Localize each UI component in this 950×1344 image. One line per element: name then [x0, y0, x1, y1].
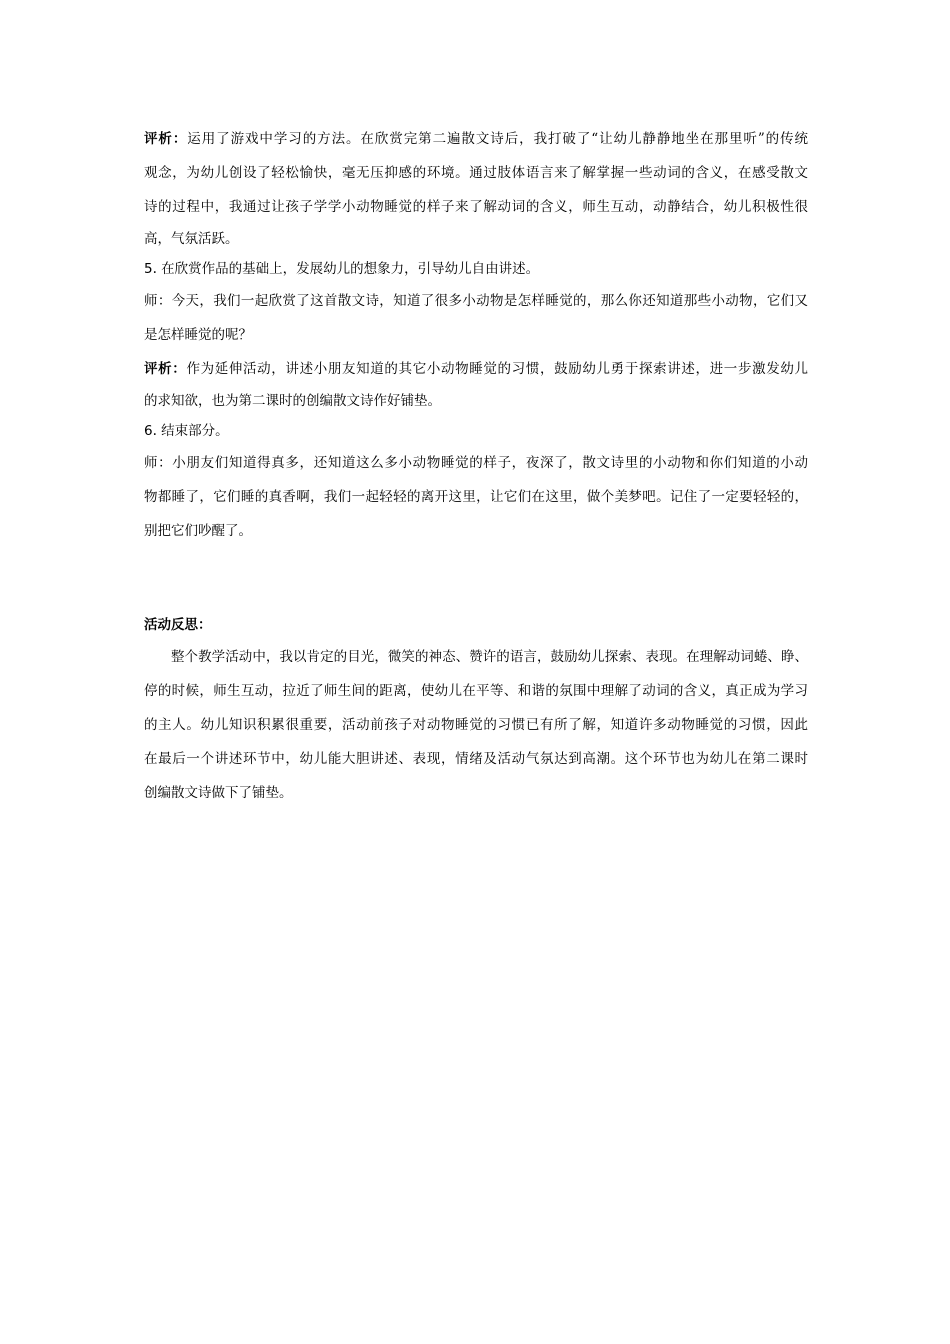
- teacher-paragraph-line: 物都睡了，它们睡的真香啊，我们一起轻轻的离开这里，让它们在这里，做个美梦吧。记住了一定要轻轻的，: [144, 489, 808, 505]
- comment-text: 作为延伸活动，讲述小朋友知道的其它小动物睡觉的习惯，鼓励幼儿勇于探索讲述，进一步激发幼儿: [186, 361, 808, 377]
- reflection-title: 活动反思：: [144, 617, 212, 633]
- step-text: . 结束部分。: [152, 423, 229, 439]
- reflection-paragraph-line: 的主人。幼儿知识积累很重要，活动前孩子对动物睡觉的习惯已有所了解，知道许多动物睡觉的习惯，因此: [144, 717, 808, 733]
- reflection-paragraph-line: 在最后一个讲述环节中，幼儿能大胆讲述、表现，情绪及活动气氛达到高潮。这个环节也为幼儿在第二课时: [144, 751, 808, 767]
- step-heading: [144, 254, 808, 284]
- comment-paragraph-line: 观念，为幼儿创设了轻松愉快，毫无压抑感的环境。通过肢体语言来了解掌握一些动词的含义，在感受散文: [144, 165, 808, 181]
- teacher-paragraph-line: 别把它们吵醒了。: [144, 523, 252, 539]
- teacher-paragraph-line: 师：小朋友们知道得真多，还知道这么多小动物睡觉的样子，夜深了，散文诗里的小动物和你们知道的小动: [144, 455, 808, 471]
- reflection-paragraph-line: 创编散文诗做下了铺垫。: [144, 785, 293, 801]
- comment-paragraph-line: 诗的过程中，我通过让孩子学学小动物睡觉的样子来了解动词的含义，师生互动，动静结合，幼儿积极性很: [144, 199, 808, 215]
- teacher-paragraph-line: 是怎样睡觉的呢？: [144, 327, 252, 343]
- comment-paragraph-line: 高，气氛活跃。: [144, 231, 239, 247]
- reflection-paragraph-line: 停的时候，师生互动，拉近了师生间的距离，使幼儿在平等、和谐的氛围中理解了动词的含义，真正成为学习: [144, 683, 808, 699]
- step-number: 5: [144, 261, 153, 277]
- step-text: . 在欣赏作品的基础上，发展幼儿的想象力，引导幼儿自由讲述。: [152, 261, 540, 277]
- comment-paragraph-line: [144, 352, 808, 386]
- step-number: 6: [144, 423, 153, 439]
- document-page: [144, 122, 808, 810]
- teacher-paragraph-line: 师：今天，我们一起欣赏了这首散文诗，知道了很多小动物是怎样睡觉的，那么你还知道那些小动物，它们又: [144, 293, 808, 309]
- reflection-paragraph-line: 整个教学活动中，我以肯定的目光，微笑的神态、赞许的语言，鼓励幼儿探索、表现。在理解动词蜷、睁、: [171, 649, 808, 665]
- section-gap: [144, 548, 808, 610]
- comment-text: 运用了游戏中学习的方法。在欣赏完第二遍散文诗后，我打破了“让幼儿静静地坐在那里听”的传统: [187, 131, 808, 147]
- comment-paragraph-line: 的求知欲，也为第二课时的创编散文诗作好铺垫。: [144, 393, 441, 409]
- comment-label: 评析：: [144, 131, 188, 147]
- comment-label: 评析：: [144, 361, 187, 377]
- comment-paragraph-line: [144, 122, 808, 156]
- step-heading: [144, 416, 808, 446]
